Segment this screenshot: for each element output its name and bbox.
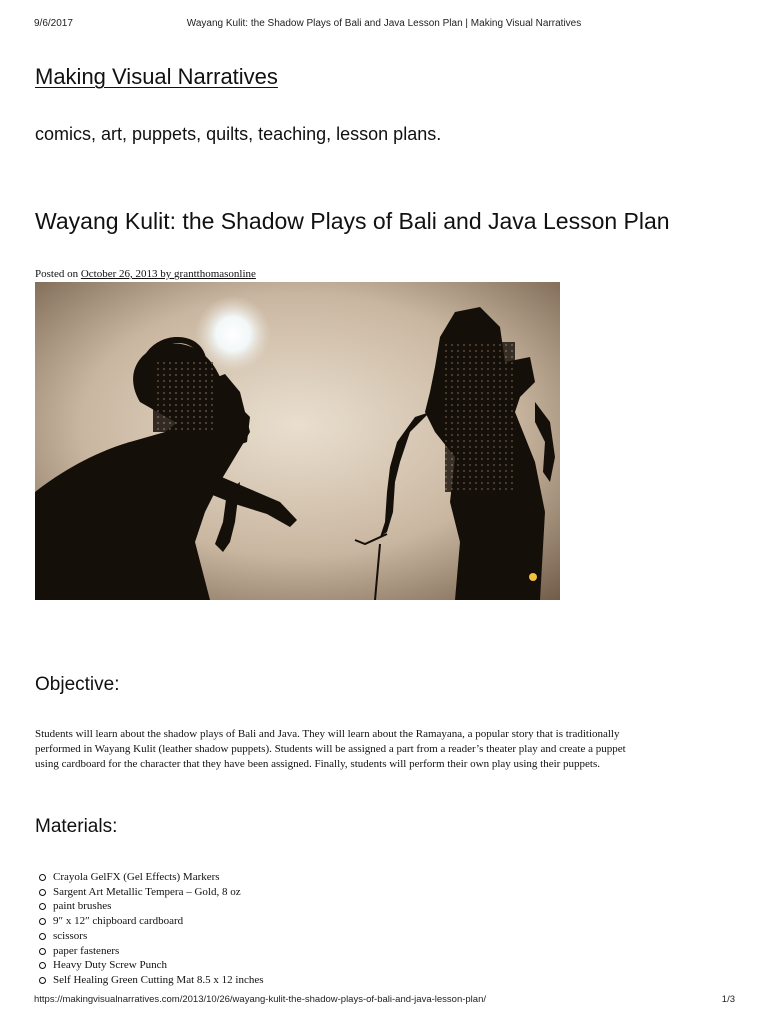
list-item: paint brushes bbox=[38, 899, 264, 914]
list-item: Sargent Art Metallic Tempera – Gold, 8 oz bbox=[38, 885, 264, 900]
site-title-link[interactable]: Making Visual Narratives bbox=[35, 64, 278, 89]
print-page-number: 1/3 bbox=[721, 994, 735, 1005]
post-meta bbox=[35, 268, 256, 280]
list-item: paper fasteners bbox=[38, 944, 264, 959]
left-puppet-carving bbox=[153, 362, 213, 432]
print-page-title: Wayang Kulit: the Shadow Plays of Bali and Java Lesson Plan | Making Visual Narratives bbox=[186, 18, 582, 29]
objective-line: using cardboard for the character that they have been assigned. Finally, students will perform their own play using their puppets. bbox=[35, 758, 601, 770]
objective-line: performed in Wayang Kulit (leather shadow puppets). Students will be assigned a part from a reader’s theater play and create a puppet bbox=[35, 743, 626, 755]
right-puppet-carving bbox=[445, 342, 515, 492]
print-date: 9/6/2017 bbox=[34, 18, 73, 29]
post-date-link[interactable]: October 26, 2013 bbox=[80, 268, 158, 280]
list-item: 9″ x 12″ chipboard cardboard bbox=[38, 914, 264, 929]
site-tagline: comics, art, puppets, quilts, teaching, lesson plans. bbox=[35, 124, 442, 144]
objective-paragraph bbox=[35, 727, 725, 772]
list-item: Crayola GelFX (Gel Effects) Markers bbox=[38, 870, 264, 885]
objective-line: Students will learn about the shadow plays of Bali and Java. They will learn about the Ramayana, a popular story that is traditionally bbox=[35, 728, 620, 740]
small-lamp bbox=[529, 573, 537, 581]
list-item: Self Healing Green Cutting Mat 8.5 x 12 inches bbox=[38, 973, 264, 988]
post-title: Wayang Kulit: the Shadow Plays of Bali and Java Lesson Plan bbox=[35, 208, 670, 234]
list-item: scissors bbox=[38, 929, 264, 944]
posted-prefix: Posted on bbox=[35, 268, 81, 280]
posted-by: by bbox=[157, 268, 175, 280]
print-url: https://makingvisualnarratives.com/2013/10/26/wayang-kulit-the-shadow-plays-of-bali-and-java-lesson-plan/ bbox=[34, 994, 487, 1005]
author-link[interactable]: grantthomasonline bbox=[174, 268, 256, 280]
shadow-puppet-photo bbox=[35, 282, 560, 600]
objective-heading: Objective: bbox=[35, 674, 120, 695]
list-item: Heavy Duty Screw Punch bbox=[38, 958, 264, 973]
materials-heading: Materials: bbox=[35, 816, 118, 837]
materials-list bbox=[38, 870, 264, 988]
